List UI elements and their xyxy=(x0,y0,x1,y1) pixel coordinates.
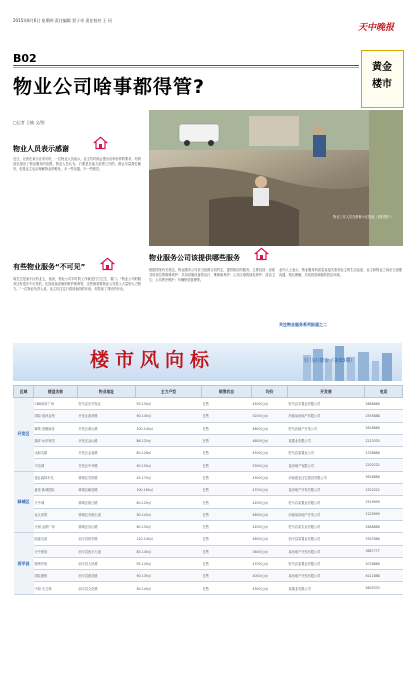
table-cell: 4800元/㎡ xyxy=(252,422,288,434)
table-cell: 5300元/㎡ xyxy=(252,459,288,471)
table-cell: 天润·金桥广场 xyxy=(34,520,78,532)
table-cell: 86-125㎡ xyxy=(136,434,202,446)
table-cell: 100-160㎡ xyxy=(136,484,202,496)
table-cell: 2888888 xyxy=(365,398,403,410)
table-cell: 某房地产有限公司 xyxy=(288,459,365,471)
table-cell: 95-140㎡ xyxy=(136,557,202,569)
table-cell: 85-140㎡ xyxy=(136,545,202,557)
page-title: 物业公司啥事都得管? xyxy=(13,76,206,98)
page-number: B02 xyxy=(13,52,37,65)
table-cell: 开发区金雀路 xyxy=(78,447,136,459)
table-cell: 2535888 xyxy=(365,410,403,422)
table-cell: 驿城区解放路 xyxy=(78,484,136,496)
table-cell: 4600元/㎡ xyxy=(252,533,288,545)
series-note: 关注物业服务系列报道之二 xyxy=(279,322,327,327)
table-cell: 90-143㎡ xyxy=(136,508,202,520)
header-rule xyxy=(13,65,359,66)
table-row xyxy=(14,459,403,471)
table-cell: 2818888 xyxy=(365,422,403,434)
table-row xyxy=(14,557,403,569)
table-row xyxy=(14,582,403,594)
article-photo xyxy=(149,110,403,246)
table-header-row xyxy=(14,386,403,398)
table-cell: 建业森林半岛 xyxy=(34,471,78,483)
table-row xyxy=(14,447,403,459)
table-cell: 4500元/㎡ xyxy=(252,447,288,459)
table-cell: 在售 xyxy=(202,447,252,459)
paragraph-3: 根据国家有关规定，物业服务公司应当按照合同约定，提供相应的服务。主要包括：房屋共用部位的维修养护；共用设施设备的运行、维修和养护；公共区域的绿化养护；清洁卫生；公共秩序维护；车辆停放管理等。 xyxy=(149,268,275,282)
table-cell: 5200元/㎡ xyxy=(252,410,288,422)
table-cell: 3600元/㎡ xyxy=(252,545,288,557)
table-cell: 中原·天文苑 xyxy=(34,582,78,594)
table-cell: 某置业有限公司 xyxy=(288,434,365,446)
table-cell: 在售 xyxy=(202,570,252,582)
table-cell: 4200元/㎡ xyxy=(252,520,288,532)
table-cell: 在售 xyxy=(202,545,252,557)
table-cell: 4500元/㎡ xyxy=(252,398,288,410)
table-cell: 在售 xyxy=(202,557,252,569)
brand-logo: 天中晚报 xyxy=(357,23,394,33)
table-cell: 某房地产开发有限公司 xyxy=(288,484,365,496)
table-cell: 2078888 xyxy=(365,557,403,569)
table-cell: CBD商务广场 xyxy=(34,398,78,410)
table-cell: 90-140㎡ xyxy=(136,582,202,594)
area-cell: 驿城区 xyxy=(14,471,34,532)
table-cell: 93-130㎡ xyxy=(136,398,202,410)
table-cell: 河南某房地产有限公司 xyxy=(288,410,365,422)
table-row xyxy=(14,398,403,410)
table-cell: 在售 xyxy=(202,484,252,496)
table-cell: 锦绣华府 xyxy=(34,557,78,569)
table-cell: 90-135㎡ xyxy=(136,570,202,582)
paragraph-1: 近日，记者在某小区采访时，一位物业人员表示，业主有时候会提出各种各样的要求，有的甚至超出了物业服务的范围。物业人员认为，只要是在能力范围之内的，都会尽量帮忙解决，但是业主也应理解物业的难处，多一些沟通，少一些抱怨。 xyxy=(13,157,141,171)
column-header: 区域 xyxy=(14,386,34,398)
table-row xyxy=(14,422,403,434)
table-cell: 西平县文化路 xyxy=(78,582,136,594)
banner-subtitle: 驻马店楼市（第83期） xyxy=(304,358,356,364)
table-cell: 5805333 xyxy=(365,582,403,594)
market-table xyxy=(13,385,403,595)
table-cell: 某房地产开发有限公司 xyxy=(288,545,365,557)
table-row xyxy=(14,471,403,483)
table-cell: 国际·滨河金苑 xyxy=(34,410,78,422)
column-header: 销售状态 xyxy=(202,386,252,398)
area-cell: 开发区 xyxy=(14,398,34,472)
table-cell: 天中豪庭 xyxy=(34,545,78,557)
column-header: 楼盘名称 xyxy=(34,386,78,398)
table-cell: 某房地产开发有限公司 xyxy=(288,570,365,582)
column-header: 主力户型 xyxy=(136,386,202,398)
table-cell: 3307888 xyxy=(365,533,403,545)
table-row xyxy=(14,520,403,532)
table-body xyxy=(14,398,403,595)
table-cell: 2519999 xyxy=(365,496,403,508)
table-row xyxy=(14,533,403,545)
table-cell: 90-140㎡ xyxy=(136,410,202,422)
table-row xyxy=(14,496,403,508)
section-tag-line1: 黄金 xyxy=(372,62,392,73)
table-cell: 中央城 xyxy=(34,459,78,471)
table-cell: 驻马店某置业公司 xyxy=(288,447,365,459)
table-cell: 4200元/㎡ xyxy=(252,496,288,508)
table-cell: 驻马店市开发区 xyxy=(78,398,136,410)
table-cell: 驻马店某置业有限公司 xyxy=(288,557,365,569)
table-cell: 盛世·新城国际 xyxy=(34,484,78,496)
table-cell: 4700元/㎡ xyxy=(252,557,288,569)
table-row xyxy=(14,410,403,422)
paragraph-4: 业内人士表示，物业服务的质量直接关系到业主的生活品质，业主和物业之间应当加强沟通，相互理解，共同营造和谐的居住环境。 xyxy=(279,268,402,277)
header-rule-thin xyxy=(13,67,359,68)
section-tag xyxy=(367,59,397,93)
table-cell: 2223333 xyxy=(365,434,403,446)
table-cell: 开发区中华路 xyxy=(78,459,136,471)
column-header: 开发商 xyxy=(288,386,365,398)
table-cell: 驻马店某置业有限公司 xyxy=(288,496,365,508)
table-cell: 驻马店市置业有限公司 xyxy=(288,398,365,410)
table-row xyxy=(14,508,403,520)
table-cell: 西平县某置业有限公司 xyxy=(288,533,365,545)
table-cell: 驻马店某实业有限公司 xyxy=(288,520,365,532)
section-heading-2: 有些物业服务“不可见” xyxy=(13,263,86,271)
table-cell: 2125999 xyxy=(365,508,403,520)
house-icon xyxy=(93,135,108,150)
table-cell: 在售 xyxy=(202,410,252,422)
table-cell: 驻马店地产开发公司 xyxy=(288,422,365,434)
table-cell: 国际康桥 xyxy=(34,570,78,582)
table-cell: 6111888 xyxy=(365,570,403,582)
table-cell: 驿城区练江路 xyxy=(78,496,136,508)
table-cell: 2758888 xyxy=(365,447,403,459)
table-cell: 4300元/㎡ xyxy=(252,471,288,483)
table-cell: 开发区滨河路 xyxy=(78,410,136,422)
table-cell: 在售 xyxy=(202,471,252,483)
table-cell: 100-140㎡ xyxy=(136,422,202,434)
table-cell: 80-128㎡ xyxy=(136,447,202,459)
table-cell: 在售 xyxy=(202,459,252,471)
paragraph-2: 周先生是某小区的业主，他说，物业公司平时的工作就是打扫卫生、看门。“物业公司的服务还有很多不可见的，比如设备设施的维护保养等，这些都需要物业公司投入大量的人力物力。”一位物业负责人说，业主们往往只看到表面的东西，却忽视了背后的付出。 xyxy=(13,277,141,291)
table-cell: 御景·香榭丽舍 xyxy=(34,422,78,434)
table-cell: 西平县建设路 xyxy=(78,570,136,582)
photo-illustration xyxy=(149,110,403,246)
house-icon xyxy=(254,246,269,261)
table-cell: 某置业有限公司 xyxy=(288,582,365,594)
table-cell: 在售 xyxy=(202,508,252,520)
photo-caption: 物业工作人员在维修小区管道（资料图片） xyxy=(333,215,394,219)
table-cell: 驿城区乐山路 xyxy=(78,520,136,532)
table-cell: 在售 xyxy=(202,398,252,410)
area-cell: 西平县 xyxy=(14,533,34,594)
table-cell: 驿城区开源大道 xyxy=(78,508,136,520)
table-cell: 在售 xyxy=(202,520,252,532)
table-cell: 凯旋名邸 xyxy=(34,533,78,545)
table-row xyxy=(14,484,403,496)
table-cell: 西平县人民路 xyxy=(78,557,136,569)
table-cell: 4600元/㎡ xyxy=(252,508,288,520)
section-tag-line2: 楼市 xyxy=(372,79,392,90)
table-cell: 4700元/㎡ xyxy=(252,484,288,496)
table-cell: 120-140㎡ xyxy=(136,533,202,545)
table-cell: 80-120㎡ xyxy=(136,496,202,508)
table-cell: 4300元/㎡ xyxy=(252,582,288,594)
house-icon xyxy=(100,256,115,271)
table-cell: 亚太帝景 xyxy=(34,508,78,520)
table-cell: 在售 xyxy=(202,422,252,434)
column-header: 均价 xyxy=(252,386,288,398)
table-cell: 水韵名都 xyxy=(34,447,78,459)
column-header: 电话 xyxy=(365,386,403,398)
table-cell: 90-150㎡ xyxy=(136,459,202,471)
table-cell: 开发区黄山路 xyxy=(78,422,136,434)
table-cell: 4000元/㎡ xyxy=(252,570,288,582)
table-cell: 3616888 xyxy=(365,471,403,483)
header-meta: 2015年8月6日 星期四 责任编辑 贾子奇 责任校对 王 珂 xyxy=(13,18,112,23)
table-cell: 2688888 xyxy=(365,520,403,532)
table-cell: 在售 xyxy=(202,533,252,545)
table-cell: 在售 xyxy=(202,582,252,594)
table-cell: 西平县西平大道 xyxy=(78,545,136,557)
table-cell: 在售 xyxy=(202,434,252,446)
table-cell: 60-130㎡ xyxy=(136,520,202,532)
table-row xyxy=(14,570,403,582)
table-row xyxy=(14,434,403,446)
table-cell: 西平县柏亭路 xyxy=(78,533,136,545)
banner-title: 楼市风向标 xyxy=(90,349,216,371)
section-heading-1: 物业人员表示感谢 xyxy=(13,145,69,153)
table-row xyxy=(14,545,403,557)
table-cell: 河南某房地产开发公司 xyxy=(288,508,365,520)
table-cell: 3687777 xyxy=(365,545,403,557)
column-header: 物业地址 xyxy=(78,386,136,398)
table-cell: 驿城区雪松路 xyxy=(78,471,136,483)
table-cell: 4600元/㎡ xyxy=(252,434,288,446)
section-heading-3: 物业服务公司该提供哪些服务 xyxy=(149,254,240,262)
table-cell: 在售 xyxy=(202,496,252,508)
byline: □记者 王楠 文/图 xyxy=(13,120,45,125)
table-cell: 2322222 xyxy=(365,484,403,496)
table-cell: 45-175㎡ xyxy=(136,471,202,483)
table-cell: 天中城 xyxy=(34,496,78,508)
table-cell: 2202222 xyxy=(365,459,403,471)
table-cell: 开发区金山路 xyxy=(78,434,136,446)
table-cell: 河南建业住宅建设有限公司 xyxy=(288,471,365,483)
table-cell: 瑞祥·水岸家园 xyxy=(34,434,78,446)
